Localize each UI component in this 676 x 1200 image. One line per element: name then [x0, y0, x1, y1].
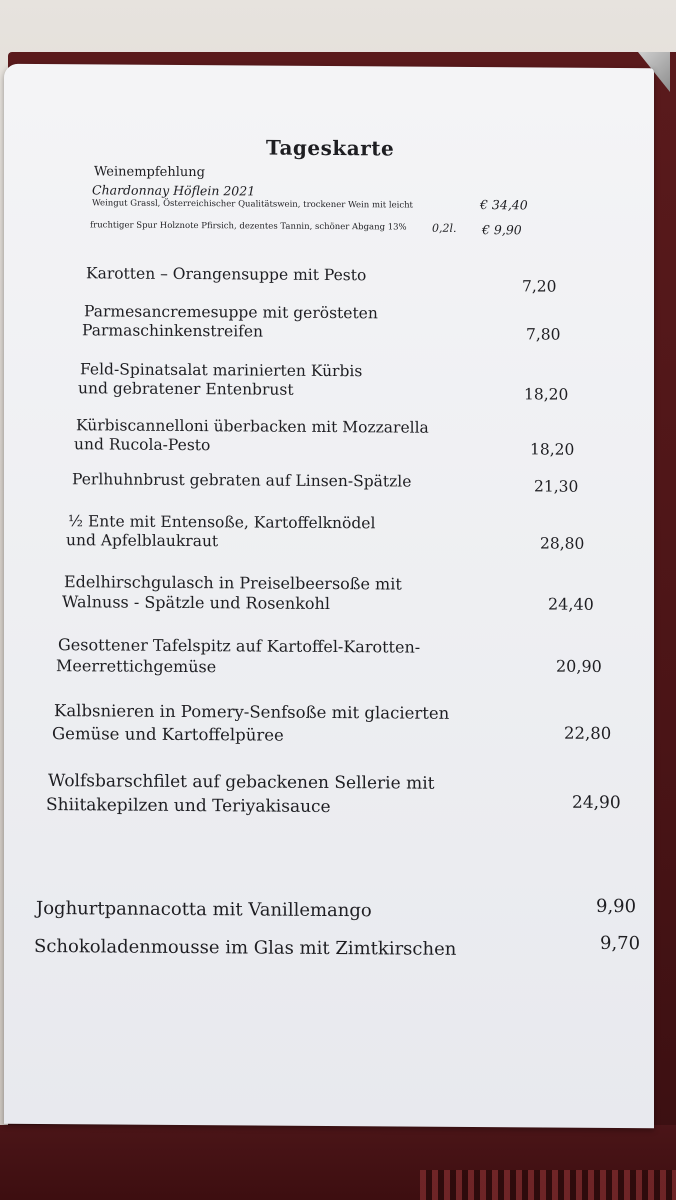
dish-6-line-1: ½ Ente mit Entensoße, Kartoffelknödel [68, 512, 376, 533]
dish-8-line-1: Gesottener Tafelspitz auf Kartoffel-Karotten- [58, 635, 421, 657]
dish-3-line-1: Feld-Spinatsalat marinierten Kürbis [80, 360, 363, 381]
dish-6-price: 28,80 [540, 534, 585, 553]
wine-name: Chardonnay Höflein 2021 [92, 182, 256, 199]
dish-7-price: 24,40 [548, 594, 594, 614]
dish-4-price: 18,20 [530, 440, 575, 459]
dish-9-price: 22,80 [564, 723, 612, 743]
dish-1-price: 7,20 [522, 277, 557, 296]
dish-7-line-1: Edelhirschgulasch in Preiselbeersoße mit [64, 572, 402, 594]
dish-4-line-1: Kürbiscannelloni überbacken mit Mozzarella [76, 416, 429, 437]
wine-heading: Weinempfehlung [94, 164, 205, 181]
dish-10-price: 24,90 [572, 792, 621, 814]
page-title: Tageskarte [266, 135, 395, 161]
menu-page [4, 64, 654, 1129]
dish-2-price: 7,80 [526, 325, 561, 344]
dish-10-line-2: Shiitakepilzen und Teriyakisauce [46, 795, 331, 818]
dish-5-line-1: Perlhuhnbrust gebraten auf Linsen-Spätzle [72, 470, 412, 491]
dish-8-price: 20,90 [556, 656, 602, 676]
wine-price-glass: € 9,90 [482, 222, 522, 238]
striped-fabric [420, 1170, 676, 1200]
dessert-2-name: Schokoladenmousse im Glas mit Zimtkirschen [34, 935, 457, 960]
dish-1-line-1: Karotten – Orangensuppe mit Pesto [86, 264, 367, 285]
dish-2-line-2: Parmaschinkenstreifen [82, 321, 264, 341]
wine-description-2: fruchtiger Spur Holznote Pfirsich, dezentes Tannin, schöner Abgang 13% [90, 220, 407, 233]
dessert-1-price: 9,90 [596, 895, 637, 918]
wine-size: 0,2l. [432, 221, 457, 235]
dessert-1-name: Joghurtpannacotta mit Vanillemango [36, 897, 372, 922]
dish-7-line-2: Walnuss - Spätzle und Rosenkohl [62, 592, 330, 614]
dish-6-line-2: und Apfelblaukraut [66, 531, 219, 551]
dish-5-price: 21,30 [534, 477, 579, 496]
dessert-2-price: 9,70 [600, 932, 641, 955]
dish-9-line-1: Kalbsnieren in Pomery-Senfsoße mit glacierten [54, 701, 450, 723]
wine-price-bottle: € 34,40 [480, 197, 528, 213]
dish-9-line-2: Gemüse und Kartoffelpüree [52, 724, 284, 745]
dish-3-price: 18,20 [524, 385, 569, 404]
dish-4-line-2: und Rucola-Pesto [74, 435, 211, 455]
dish-3-line-2: und gebratener Entenbrust [78, 379, 294, 399]
dish-8-line-2: Meerrettichgemüse [56, 656, 217, 677]
dish-2-line-1: Parmesancremesuppe mit gerösteten [84, 302, 378, 323]
dish-10-line-1: Wolfsbarschfilet auf gebackenen Sellerie mit [48, 771, 435, 794]
wine-description-1: Weingut Grassl, Österreichischer Qualitätswein, trockener Wein mit leicht [92, 198, 413, 211]
